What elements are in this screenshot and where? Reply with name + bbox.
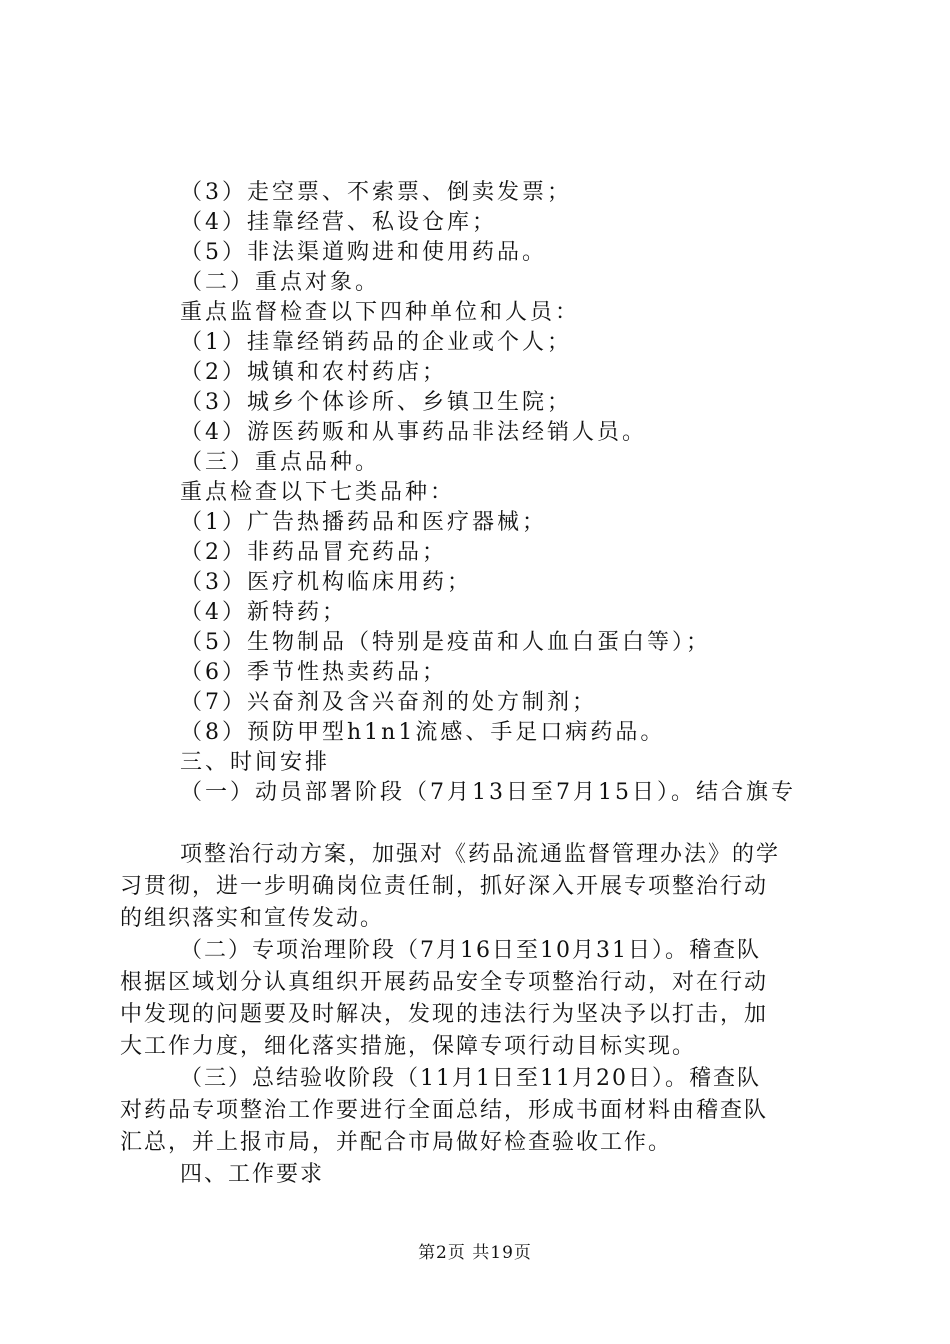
page-footer: 第2页 共19页 [418, 1243, 532, 1263]
list-item: （4）新特药； [180, 600, 347, 625]
paragraph-line: 对药品专项整治工作要进行全面总结，形成书面材料由稽查队 [120, 1098, 769, 1123]
list-item: （8）预防甲型h1n1流感、手足口病药品。 [180, 720, 666, 745]
list-item: （3）医疗机构临床用药； [180, 570, 472, 595]
section-heading: （二）重点对象。 [180, 270, 381, 295]
section-heading: 四、工作要求 [180, 1162, 325, 1187]
paragraph-line: 根据区域划分认真组织开展药品安全专项整治行动，对在行动 [120, 970, 769, 995]
paragraph-line: 重点监督检查以下四种单位和人员： [180, 300, 581, 325]
paragraph-line: （一）动员部署阶段（7月13日至7月15日）。结合旗专 [180, 780, 796, 805]
paragraph-line: （三）总结验收阶段（11月1日至11月20日）。稽查队 [180, 1066, 761, 1091]
list-item: （1）广告热播药品和医疗器械； [180, 510, 547, 535]
list-item: （5）生物制品（特别是疫苗和人血白蛋白等）； [180, 630, 711, 655]
paragraph-line: 汇总，并上报市局，并配合市局做好检查验收工作。 [120, 1130, 673, 1155]
paragraph-line: 的组织落实和宣传发动。 [120, 906, 385, 931]
paragraph-line: 中发现的问题要及时解决，发现的违法行为坚决予以打击，加 [120, 1002, 769, 1027]
paragraph-line: 习贯彻，进一步明确岗位责任制，抓好深入开展专项整治行动 [120, 874, 769, 899]
list-item: （6）季节性热卖药品； [180, 660, 447, 685]
paragraph-line: 项整治行动方案，加强对《药品流通监督管理办法》的学 [180, 842, 781, 867]
list-item: （3）走空票、不索票、倒卖发票； [180, 180, 572, 205]
paragraph-line: 重点检查以下七类品种： [180, 480, 456, 505]
list-item: （2）非药品冒充药品； [180, 540, 447, 565]
section-heading: （三）重点品种。 [180, 450, 381, 475]
list-item: （4）挂靠经营、私设仓库； [180, 210, 497, 235]
list-item: （4）游医药贩和从事药品非法经销人员。 [180, 420, 647, 445]
section-heading: 三、时间安排 [180, 750, 331, 775]
list-item: （1）挂靠经销药品的企业或个人； [180, 330, 572, 355]
list-item: （3）城乡个体诊所、乡镇卫生院； [180, 390, 572, 415]
paragraph-line: （二）专项治理阶段（7月16日至10月31日）。稽查队 [180, 938, 761, 963]
list-item: （7）兴奋剂及含兴奋剂的处方制剂； [180, 690, 597, 715]
paragraph-line: 大工作力度，细化落实措施，保障专项行动目标实现。 [120, 1034, 697, 1059]
list-item: （5）非法渠道购进和使用药品。 [180, 240, 547, 265]
list-item: （2）城镇和农村药店； [180, 360, 447, 385]
